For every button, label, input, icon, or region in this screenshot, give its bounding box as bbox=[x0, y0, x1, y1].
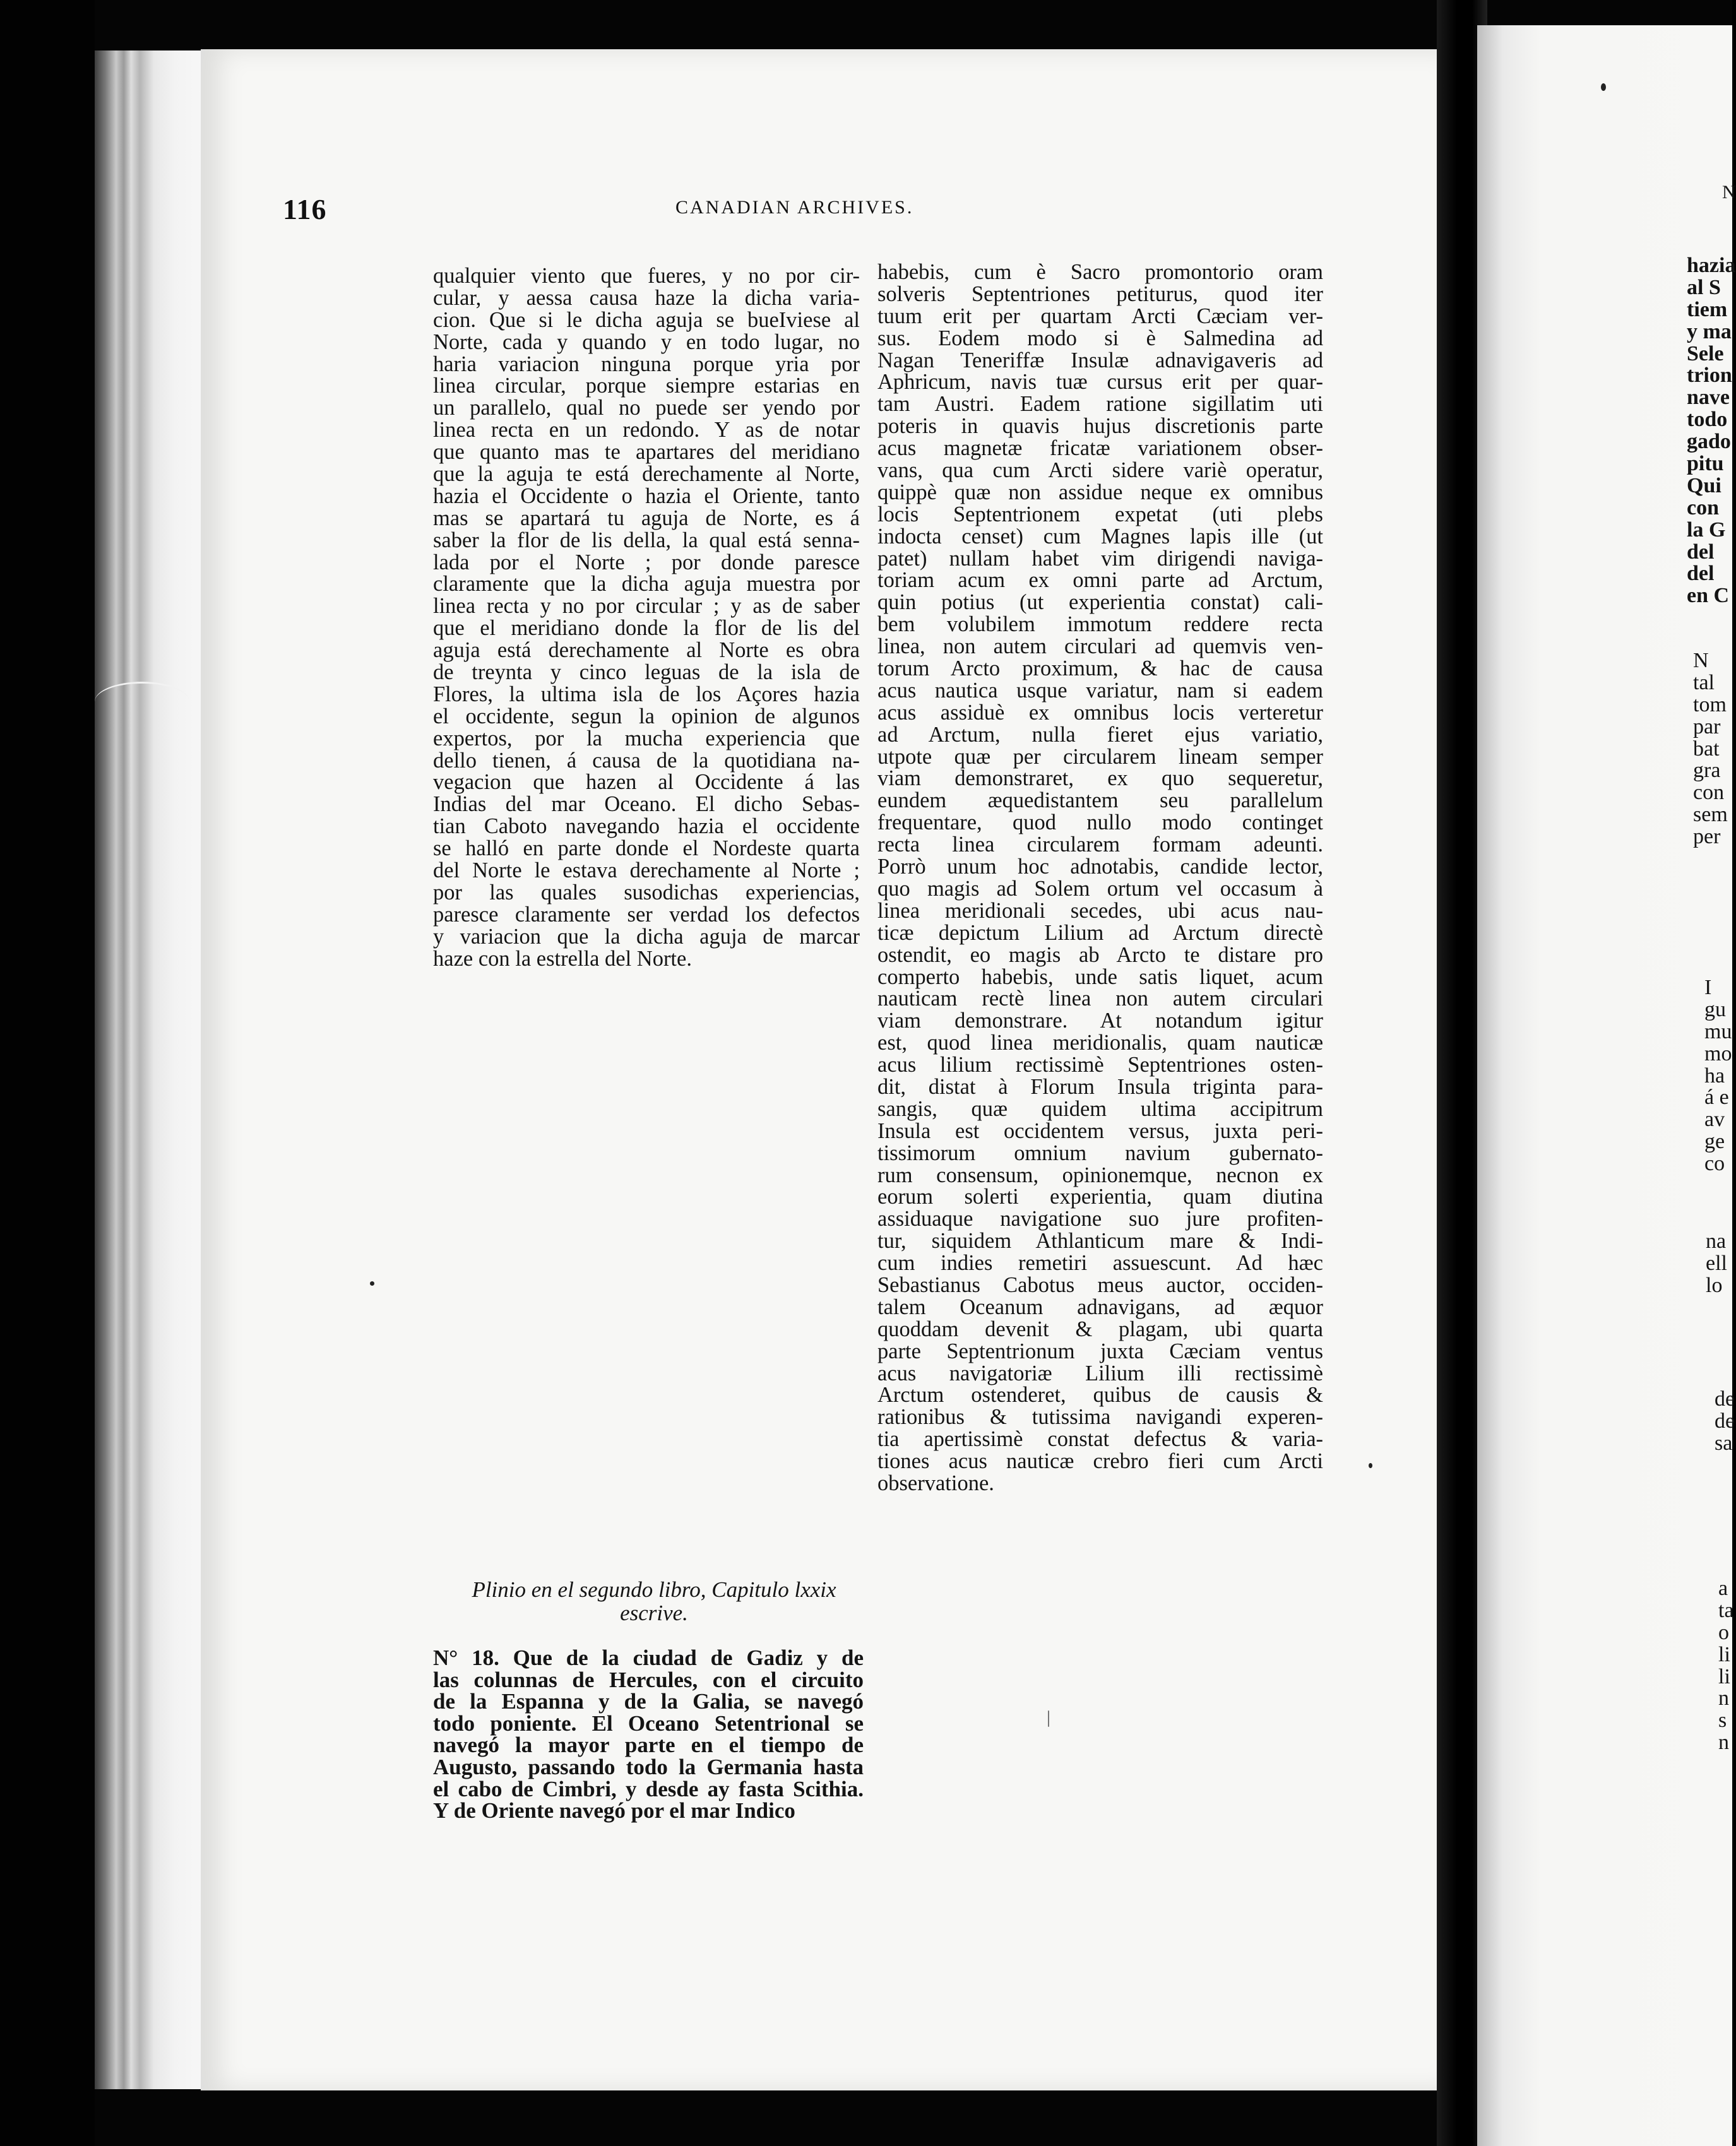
fragment-line: ell bbox=[1706, 1251, 1727, 1275]
text-line: acus magnetæ fricatæ variationem obser- bbox=[877, 436, 1323, 461]
pliny-section-heading bbox=[433, 1578, 875, 1625]
fragment-line: n bbox=[1718, 1731, 1729, 1755]
facing-running-head-fragment: N bbox=[1722, 182, 1736, 203]
fragment-line: gado bbox=[1687, 430, 1731, 454]
text-line: recta linea circularem formam adeunti. bbox=[877, 833, 1323, 857]
fragment-line: Sele bbox=[1687, 341, 1724, 365]
fragment-line: del bbox=[1687, 562, 1715, 586]
page-number: 116 bbox=[283, 193, 327, 225]
fragment-line: s bbox=[1718, 1709, 1727, 1733]
text-line: eundem æquedistantem seu parallelum bbox=[877, 788, 1323, 813]
text-line: assiduaque navigatione suo jure profiten- bbox=[877, 1207, 1323, 1231]
text-line: un parallelo, qual no puede ser yendo por bbox=[433, 396, 860, 420]
fragment-line: na bbox=[1706, 1230, 1727, 1253]
text-line: haze con la estrella del Norte. bbox=[433, 946, 692, 971]
text-line: Porrò unum hoc adnotabis, candide lector, bbox=[877, 855, 1323, 879]
text-line: viam demonstrare. At notandum igitur bbox=[877, 1009, 1323, 1033]
text-line: comperto habebis, unde satis liquet, acum bbox=[877, 964, 1323, 989]
text-line: el occidente, segun la opinion de algunos bbox=[433, 704, 860, 728]
fragment-line: gu bbox=[1704, 997, 1726, 1021]
text-line: que el meridiano donde la flor de lis del bbox=[433, 616, 860, 641]
page-binding-gutter bbox=[95, 50, 202, 2089]
text-line: linea circular, porque siempre estarias en bbox=[433, 374, 860, 398]
fragment-line: al S bbox=[1687, 275, 1721, 299]
fragment-line: o bbox=[1718, 1620, 1729, 1644]
text-line: tur, siquidem Athlanticum mare & Indi- bbox=[877, 1229, 1323, 1254]
text-line: de la Espanna y de la Galia, se navegó bbox=[433, 1689, 864, 1714]
text-line: linea recta y no por circular ; y as de saber bbox=[433, 594, 860, 619]
fragment-line: hazia bbox=[1687, 254, 1736, 277]
text-line: locis Septentrionem expetat (uti plebs bbox=[877, 502, 1323, 526]
fragment-line: per bbox=[1693, 825, 1721, 849]
fragment-line: mu bbox=[1704, 1019, 1732, 1043]
text-line: del Norte le estava derechamente al Norte ; bbox=[433, 858, 860, 883]
text-line: aguja está derechamente al Norte es obra bbox=[433, 638, 860, 663]
text-line: solveris Septentriones petiturus, quod iter bbox=[877, 282, 1323, 306]
fragment-line: tal bbox=[1693, 670, 1715, 694]
fragment-line: par bbox=[1693, 714, 1721, 738]
text-line: que la aguja te está derechamente al Norte, bbox=[433, 462, 860, 487]
text-line: vans, qua cum Arcti sidere variè operatur, bbox=[877, 458, 1323, 483]
text-line: rum consensum, opinionemque, necnon ex bbox=[877, 1163, 1323, 1187]
fragment-line: y ma bbox=[1687, 319, 1732, 343]
fragment-line: av bbox=[1704, 1108, 1725, 1132]
text-line: viam demonstraret, ex quo sequeretur, bbox=[877, 766, 1323, 791]
facing-text-block-3 bbox=[1704, 977, 1732, 1175]
fragment-line: li bbox=[1718, 1642, 1730, 1666]
fragment-line: pitu bbox=[1687, 452, 1724, 476]
text-line: Arctum ostenderet, quibus de causis & bbox=[877, 1383, 1323, 1408]
fragment-line: con bbox=[1687, 495, 1719, 519]
text-line: de treynta y cinco leguas de la isla de bbox=[433, 660, 860, 685]
fragment-line: li bbox=[1718, 1664, 1730, 1688]
text-line: cular, y aessa causa haze la dicha varia- bbox=[433, 285, 860, 310]
facing-text-block-4 bbox=[1706, 1231, 1727, 1297]
text-line: bem volubilem immotum reddere recta bbox=[877, 612, 1323, 637]
text-line: tam Austri. Eadem ratione sigillatim uti bbox=[877, 392, 1323, 417]
scan-artifact-speck bbox=[370, 1281, 374, 1286]
text-line: frequentare, quod nullo modo continget bbox=[877, 810, 1323, 835]
text-line: sus. Eodem modo si è Salmedina ad bbox=[877, 326, 1323, 350]
text-line: paresce claramente ser verdad los defectos bbox=[433, 902, 860, 927]
text-line: dit, distat à Florum Insula triginta para- bbox=[877, 1074, 1323, 1099]
text-line: se halló en parte donde el Nordeste quarta bbox=[433, 836, 860, 861]
fragment-line: nave bbox=[1687, 386, 1730, 410]
text-line: tiones acus nauticæ crebro fieri cum Arcti bbox=[877, 1449, 1323, 1474]
text-line: linea meridionali secedes, ubi acus nau- bbox=[877, 898, 1323, 923]
text-line: lada por el Norte ; por donde paresce bbox=[433, 550, 860, 574]
text-line: nauticam rectè linea non autem circulari bbox=[877, 987, 1323, 1011]
text-line: linea recta en un redondo. Y as de notar bbox=[433, 418, 860, 442]
fragment-line: ge bbox=[1704, 1130, 1725, 1154]
text-line: las colunnas de Hercules, con el circuito bbox=[433, 1667, 864, 1692]
fragment-line: todo bbox=[1687, 408, 1728, 432]
fragment-line: I bbox=[1704, 976, 1712, 999]
facing-text-block-5 bbox=[1715, 1389, 1735, 1455]
fragment-line: a bbox=[1718, 1577, 1728, 1600]
fragment-line: mo bbox=[1704, 1041, 1732, 1065]
text-line: claramente que la dicha aguja muestra por bbox=[433, 572, 860, 596]
fragment-line: de bbox=[1715, 1409, 1735, 1433]
text-line: tuum erit per quartam Arcti Cæciam ver- bbox=[877, 304, 1323, 328]
fragment-line: tom bbox=[1693, 692, 1727, 716]
fragment-line: trion bbox=[1687, 364, 1732, 388]
scanner-frame-left bbox=[0, 0, 95, 2146]
fragment-line: tiem bbox=[1687, 297, 1728, 321]
text-line: haria variacion ninguna porque yria por bbox=[433, 352, 860, 376]
text-line: el cabo de Cimbri, y desde ay fasta Scithia. bbox=[433, 1776, 864, 1801]
text-line: acus nautica usque variatur, nam si eadem bbox=[877, 678, 1323, 702]
fragment-line: n bbox=[1718, 1687, 1729, 1710]
facing-text-block-6 bbox=[1718, 1578, 1734, 1754]
scan-artifact-scratch bbox=[95, 682, 189, 721]
text-line: linea, non autem circulari ad quemvis ven- bbox=[877, 634, 1323, 659]
text-line: quin potius (ut experientia constat) cali- bbox=[877, 590, 1323, 615]
spanish-text-column bbox=[433, 265, 860, 970]
text-line: talem Oceanum adnavigans, ad æquor bbox=[877, 1295, 1323, 1319]
text-line: Aphricum, navis tuæ cursus erit per quar- bbox=[877, 370, 1323, 394]
text-line: acus navigatoriæ Lilium illi rectissimè bbox=[877, 1361, 1323, 1385]
fragment-line: á e bbox=[1704, 1086, 1729, 1110]
text-line: cion. Que si le dicha aguja se bueIviese al bbox=[433, 307, 860, 332]
text-line: cum indies remetiri assuescunt. Ad hæc bbox=[877, 1251, 1323, 1276]
fragment-line: la G bbox=[1687, 518, 1726, 542]
fragment-line: sa bbox=[1715, 1431, 1733, 1455]
text-line: N° 18. Que de la ciudad de Gadiz y de bbox=[433, 1645, 864, 1670]
fragment-line: ha bbox=[1704, 1064, 1725, 1088]
fragment-line: de bbox=[1715, 1387, 1735, 1411]
fragment-line: sem bbox=[1693, 803, 1728, 827]
text-line: hazia el Occidente o hazia el Oriente, tanto bbox=[433, 483, 860, 508]
facing-text-block-2 bbox=[1693, 650, 1728, 848]
fragment-line: co bbox=[1704, 1152, 1725, 1176]
scan-artifact-mark bbox=[1048, 1710, 1049, 1727]
text-line: tia apertissimè constat defectus & varia- bbox=[877, 1427, 1323, 1452]
text-line: acus lilium rectissimè Septentriones osten- bbox=[877, 1053, 1323, 1077]
text-line: dello tienen, á causa de la quotidiana na- bbox=[433, 748, 860, 773]
fragment-line: con bbox=[1693, 781, 1725, 805]
text-line: Indias del mar Oceano. El dicho Sebas- bbox=[433, 792, 860, 817]
fragment-line: en C bbox=[1687, 584, 1730, 608]
text-line: Y de Oriente navegó por el mar Indico bbox=[433, 1798, 795, 1823]
text-line: navegó la mayor parte en el tiempo de bbox=[433, 1733, 864, 1758]
text-line: eorum solerti experientia, quam diutina bbox=[877, 1185, 1323, 1209]
fragment-line: Qui bbox=[1687, 473, 1721, 497]
text-line: sangis, quæ quidem ultima accipitrum bbox=[877, 1096, 1323, 1121]
text-line: ticæ depictum Lilium ad Arctum directè bbox=[877, 920, 1323, 945]
text-line: Insula est occidentem versus, juxta peri- bbox=[877, 1118, 1323, 1143]
text-line: todo poniente. El Oceano Setentrional se bbox=[433, 1710, 864, 1736]
text-line: ostendit, eo magis ab Arcto te distare pro bbox=[877, 942, 1323, 967]
scan-artifact-speck bbox=[1369, 1463, 1372, 1468]
text-line: expertos, por la mucha experiencia que bbox=[433, 726, 860, 750]
text-line: qualquier viento que fueres, y no por cir- bbox=[433, 264, 860, 288]
text-line: Norte, cada y quando y en todo lugar, no bbox=[433, 329, 860, 354]
text-line: por las quales susodichas experiencias, bbox=[433, 880, 860, 904]
text-line: tissimorum omnium navium gubernato- bbox=[877, 1141, 1323, 1165]
fragment-line: gra bbox=[1693, 759, 1721, 783]
text-line: Flores, la ultima isla de los Açores hazia bbox=[433, 682, 860, 706]
text-line: indocta censet) cum Magnes lapis ille (ut bbox=[877, 524, 1323, 548]
text-line: Nagan Teneriffæ Insulæ adnavigaveris ad bbox=[877, 348, 1323, 372]
text-line: patet) nullam habet vim dirigendi naviga- bbox=[877, 546, 1323, 571]
text-line: toriam acum ex omni parte ad Arctum, bbox=[877, 568, 1323, 593]
text-line: est, quod linea meridionalis, quam nauticæ bbox=[877, 1031, 1323, 1055]
fragment-line: N bbox=[1693, 649, 1709, 672]
fragment-line: lo bbox=[1706, 1273, 1723, 1297]
text-line: acus assiduè ex omnibus locis verteretur bbox=[877, 700, 1323, 725]
text-line: observatione. bbox=[877, 1471, 994, 1495]
text-line: parte Septentrionum juxta Cæciam ventus bbox=[877, 1339, 1323, 1363]
facing-text-block-1 bbox=[1687, 255, 1735, 607]
fragment-line: bat bbox=[1693, 737, 1720, 761]
latin-text-column bbox=[877, 261, 1323, 1495]
text-line: vegacion que hazen al Occidente á las bbox=[433, 770, 860, 795]
text-line: quippè quæ non assidue neque ex omnibus bbox=[877, 480, 1323, 504]
text-line: y variacion que la dicha aguja de marcar bbox=[433, 924, 860, 949]
text-line: Augusto, passando todo la Germania hasta bbox=[433, 1754, 864, 1779]
text-line: quo magis ad Solem ortum vel occasum à bbox=[877, 876, 1323, 901]
pliny-heading-line2: escrive. bbox=[620, 1601, 688, 1625]
text-line: que quanto mas te apartares del meridiano bbox=[433, 440, 860, 465]
text-line: torum Arcto proximum, & hac de causa bbox=[877, 656, 1323, 681]
text-line: quoddam devenit & plagam, ubi quarta bbox=[877, 1317, 1323, 1341]
text-line: ad Arctum, nulla fieret ejus variatio, bbox=[877, 722, 1323, 747]
text-line: rationibus & tutissima navigandi experen- bbox=[877, 1405, 1323, 1430]
pliny-section-body bbox=[433, 1647, 864, 1822]
pliny-heading-line1: Plinio en el segundo libro, Capitulo lxxix bbox=[472, 1577, 836, 1602]
fragment-line: ta bbox=[1718, 1598, 1734, 1622]
text-line: Sebastianus Cabotus meus auctor, occiden- bbox=[877, 1272, 1323, 1297]
running-head: CANADIAN ARCHIVES. bbox=[675, 197, 914, 218]
text-line: mas se apartará tu aguja de Norte, es á bbox=[433, 506, 860, 530]
scan-artifact-speck bbox=[1601, 83, 1606, 91]
text-line: tian Caboto navegando hazia el occidente bbox=[433, 814, 860, 839]
text-line: utpote quæ per circularem lineam semper bbox=[877, 744, 1323, 769]
text-line: saber la flor de lis della, la qual está senna- bbox=[433, 528, 860, 552]
fragment-line: del bbox=[1687, 540, 1715, 564]
text-line: poteris in quavis hujus discretionis parte bbox=[877, 414, 1323, 439]
text-line: habebis, cum è Sacro promontorio oram bbox=[877, 260, 1323, 284]
